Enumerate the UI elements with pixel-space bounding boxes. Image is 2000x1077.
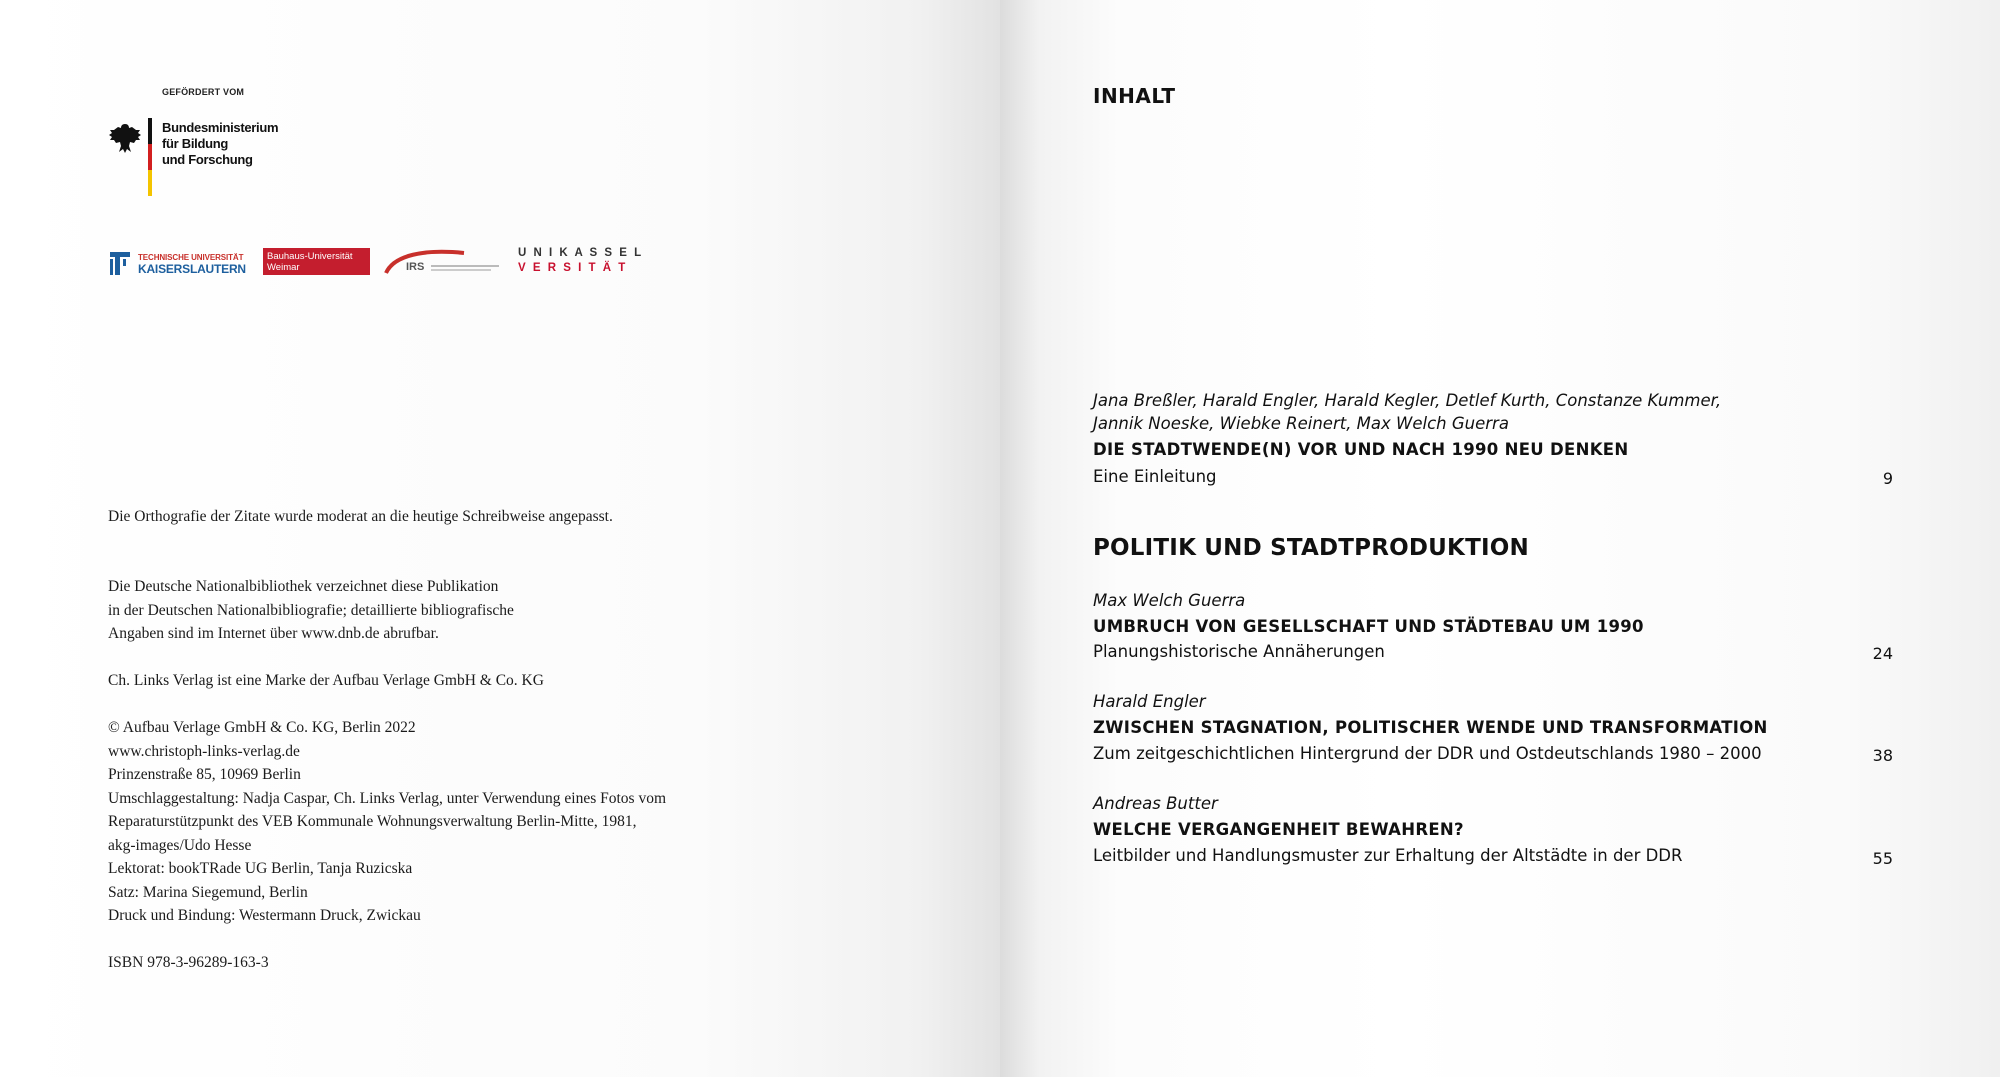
irs-subtext-line — [431, 265, 499, 267]
tu-kaiserslautern-logo — [108, 249, 253, 277]
imprint-block — [108, 716, 666, 928]
isbn: ISBN 978-3-96289-163-3 — [108, 954, 269, 971]
partner-logos — [108, 247, 668, 279]
entry-title: WELCHE VERGANGENHEIT BEWAHREN? — [1093, 820, 1464, 839]
ministry-line: und Forschung — [162, 152, 253, 167]
entry-subtitle: Zum zeitgeschichtlichen Hintergrund der DDR und Ostdeutschlands 1980 – 2000 — [1093, 744, 1762, 763]
funded-label: GEFÖRDERT VOM — [162, 87, 245, 97]
irs-label: IRS — [406, 261, 425, 273]
ministry-line: Bundesministerium — [162, 120, 279, 135]
toc-title: INHALT — [1093, 84, 1176, 108]
author-line: Jannik Noeske, Wiebke Reinert, Max Welch Guerra — [1093, 414, 1509, 433]
tu-logo-line2: KAISERSLAUTERN — [138, 262, 246, 276]
flag-gold-bar — [148, 170, 152, 196]
entry-author: Harald Engler — [1093, 692, 1206, 711]
entry-author: Andreas Butter — [1093, 794, 1218, 813]
brand-note: Ch. Links Verlag ist eine Marke der Aufbau Verlage GmbH & Co. KG — [108, 672, 544, 689]
right-page — [1000, 0, 2000, 1077]
bauhaus-line2: Weimar — [267, 262, 300, 273]
dnb-notice — [108, 575, 514, 646]
intro-title: DIE STADTWENDE(N) VOR UND NACH 1990 NEU DENKEN — [1093, 440, 1629, 459]
entry-title: ZWISCHEN STAGNATION, POLITISCHER WENDE UND TRANSFORMATION — [1093, 718, 1768, 737]
entry-subtitle: Leitbilder und Handlungsmuster zur Erhaltung der Altstädte in der DDR — [1093, 846, 1683, 865]
intro-authors — [1093, 389, 1721, 435]
bauhaus-logo — [263, 248, 370, 275]
entry-page-number: 55 — [1872, 849, 1893, 868]
irs-logo — [384, 247, 504, 277]
tu-logo-icon — [108, 250, 132, 276]
entry-subtitle: Planungshistorische Annäherungen — [1093, 642, 1385, 661]
imprint-line: akg-images/Udo Hesse — [108, 836, 252, 854]
entry-author: Max Welch Guerra — [1093, 591, 1246, 610]
entry-page-number: 24 — [1872, 644, 1893, 663]
ministry-line: für Bildung — [162, 136, 229, 151]
kassel-line1: U N I K A S S E L — [518, 247, 644, 259]
ministry-name — [162, 120, 278, 168]
flag-red-bar — [148, 144, 152, 170]
intro-subtitle: Eine Einleitung — [1093, 467, 1217, 486]
imprint-line: Prinzenstraße 85, 10969 Berlin — [108, 766, 301, 783]
imprint-line: Druck und Bindung: Westermann Druck, Zwickau — [108, 907, 421, 924]
kassel-line2: V E R S I T Ä T — [518, 262, 628, 274]
bmbf-logo — [108, 118, 298, 208]
imprint-line: Umschlaggestaltung: Nadja Caspar, Ch. Links Verlag, unter Verwendung eines Fotos vom — [108, 789, 667, 807]
bauhaus-line1: Bauhaus-Universität — [267, 251, 353, 262]
tu-logo-line1: TECHNISCHE UNIVERSITÄT — [138, 253, 244, 262]
imprint-line: Reparaturstützpunkt des VEB Kommunale Wohnungsverwaltung Berlin-Mitte, 1981, — [108, 813, 637, 830]
irs-subtext-line — [431, 269, 491, 271]
imprint-line: © Aufbau Verlage GmbH & Co. KG, Berlin 2022 — [108, 719, 416, 736]
dnb-line: in der Deutschen Nationalbibliografie; detaillierte bibliografische — [108, 601, 514, 619]
federal-eagle-icon — [108, 122, 142, 154]
imprint-line: Satz: Marina Siegemund, Berlin — [108, 883, 308, 901]
flag-black-bar — [148, 118, 152, 144]
uni-kassel-logo — [518, 247, 668, 277]
entry-title: UMBRUCH VON GESELLSCHAFT UND STÄDTEBAU UM 1990 — [1093, 617, 1644, 636]
imprint-line: www.christoph-links-verlag.de — [108, 742, 300, 760]
orthography-note: Die Orthografie der Zitate wurde moderat an die heutige Schreibweise angepasst. — [108, 508, 613, 525]
section-title: POLITIK UND STADTPRODUKTION — [1093, 535, 1529, 561]
intro-page-number: 9 — [1882, 469, 1893, 488]
entry-page-number: 38 — [1872, 746, 1893, 765]
dnb-line: Angaben sind im Internet über www.dnb.de abrufbar. — [108, 625, 439, 642]
author-line: Jana Breßler, Harald Engler, Harald Kegler, Detlef Kurth, Constanze Kummer, — [1093, 391, 1722, 410]
dnb-line: Die Deutsche Nationalbibliothek verzeichnet diese Publikation — [108, 578, 499, 595]
imprint-line: Lektorat: bookTRade UG Berlin, Tanja Ruzicska — [108, 860, 413, 877]
